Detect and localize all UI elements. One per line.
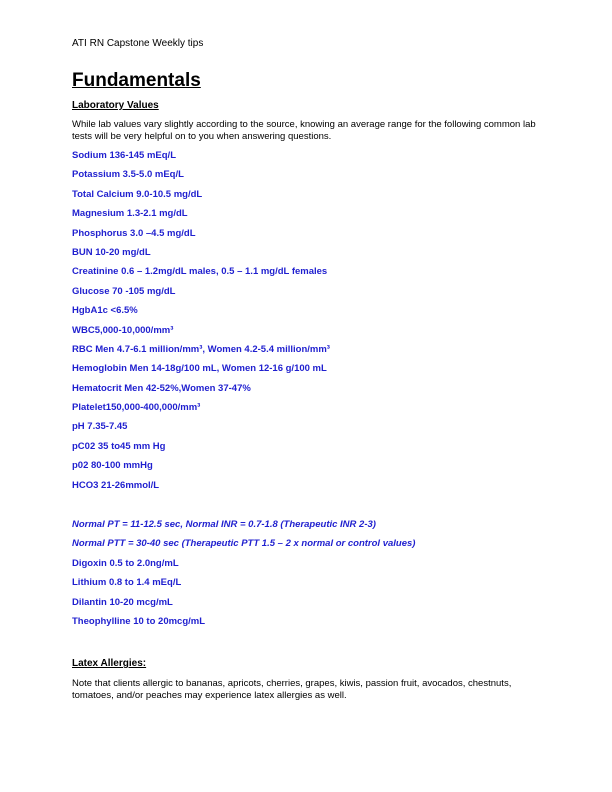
drug-level-item: Dilantin 10-20 mcg/mL xyxy=(72,596,173,608)
lab-value-item: Phosphorus 3.0 –4.5 mg/dL xyxy=(72,227,196,239)
drug-level-item: Theophylline 10 to 20mcg/mL xyxy=(72,615,206,627)
latex-allergies-text: Note that clients allergic to bananas, apricots, cherries, grapes, kiwis, passion fruit, avocados, chestnuts, tomatoes, and/or peaches may experience latex allergies as well. xyxy=(72,678,512,701)
lab-values-heading: Laboratory Values xyxy=(72,100,159,111)
lab-value-item: Hemoglobin Men 14-18g/100 mL, Women 12-16 g/100 mL xyxy=(72,363,327,375)
lab-value-item: Sodium 136-145 mEq/L xyxy=(72,150,177,161)
lab-value-item: Platelet150,000-400,000/mm³ xyxy=(72,402,201,414)
lab-value-item: Creatinine 0.6 – 1.2mg/dL males, 0.5 – 1.1 mg/dL females xyxy=(72,266,328,278)
lab-value-item: BUN 10-20 mg/dL xyxy=(72,246,151,258)
lab-value-item: p02 80-100 mmHg xyxy=(72,460,153,472)
lab-value-item: HCO3 21-26mmol/L xyxy=(72,479,160,491)
lab-value-item: Magnesium 1.3-2.1 mg/dL xyxy=(72,208,188,220)
lab-value-item: Hematocrit Men 42-52%,Women 37-47% xyxy=(72,382,251,394)
drug-level-item: Digoxin 0.5 to 2.0ng/mL xyxy=(72,557,179,569)
latex-allergies-heading: Latex Allergies: xyxy=(72,658,147,669)
ptt-item: Normal PTT = 30-40 sec (Therapeutic PTT 1.5 – 2 x normal or control values) xyxy=(72,538,416,550)
lab-value-item: pH 7.35-7.45 xyxy=(72,421,128,433)
lab-value-item: HgbA1c <6.5% xyxy=(72,305,138,317)
lab-value-item: Potassium 3.5-5.0 mEq/L xyxy=(72,169,184,181)
lab-value-item: Total Calcium 9.0-10.5 mg/dL xyxy=(72,188,203,200)
coag-drug-levels-list xyxy=(72,519,415,635)
pt-inr-item: Normal PT = 11-12.5 sec, Normal INR = 0.7-1.8 (Therapeutic INR 2-3) xyxy=(72,519,376,530)
lab-value-item: RBC Men 4.7-6.1 million/mm³, Women 4.2-5.4 million/mm³ xyxy=(72,343,330,355)
lab-value-item: pC02 35 to45 mm Hg xyxy=(72,440,166,452)
page-title: Fundamentals xyxy=(72,70,201,91)
drug-level-item: Lithium 0.8 to 1.4 mEq/L xyxy=(72,577,182,589)
lab-value-item: Glucose 70 -105 mg/dL xyxy=(72,285,176,297)
lab-values-list xyxy=(72,150,330,499)
lab-values-intro: While lab values vary slightly according to the source, knowing an average range for the following common lab tests will be very helpful on to you when answering questions. xyxy=(72,119,536,142)
lab-value-item: WBC5,000-10,000/mm³ xyxy=(72,324,174,336)
page-header: ATI RN Capstone Weekly tips xyxy=(72,38,204,49)
